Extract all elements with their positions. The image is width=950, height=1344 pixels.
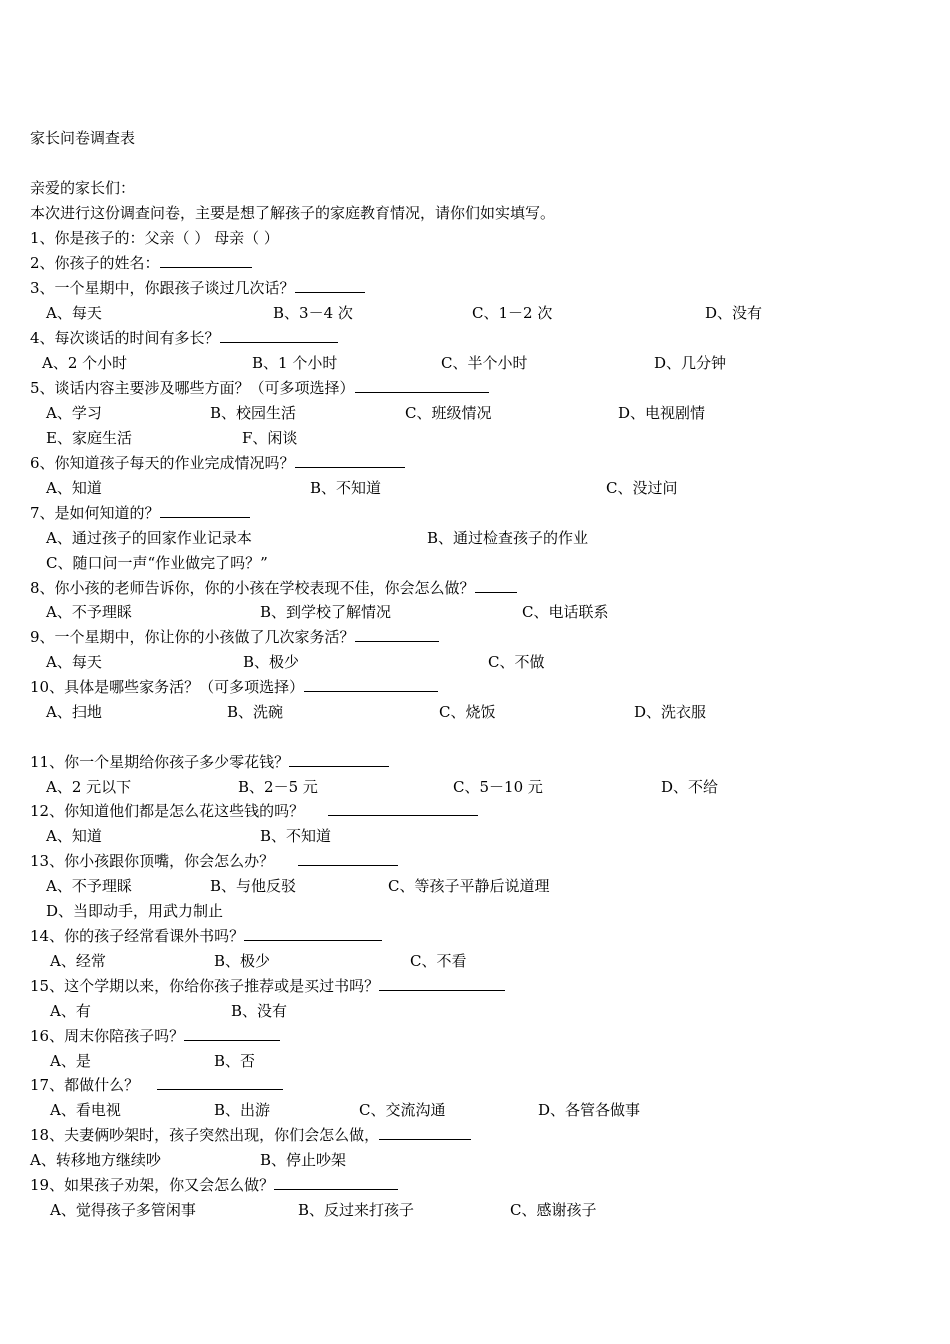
option-9c: C、不做 — [488, 653, 545, 671]
question-8-text: 8、你小孩的老师告诉你，你的小孩在学校表现不佳，你会怎么做？ — [30, 579, 475, 597]
option-7b: B、通过检查孩子的作业 — [427, 529, 589, 547]
option-12b: B、不知道 — [260, 827, 332, 845]
option-14b: B、极少 — [214, 952, 271, 970]
answer-blank[interactable] — [379, 976, 505, 991]
option-5f: F、闲谈 — [242, 429, 298, 447]
option-14a: A、经常 — [50, 952, 106, 970]
option-8c: C、电话联系 — [522, 603, 609, 621]
intro-text: 本次进行这份调查问卷，主要是想了解孩子的家庭教育情况，请你们如实填写。 — [30, 204, 556, 222]
question-11-text: 11、你一个星期给你孩子多少零花钱？ — [30, 753, 290, 771]
option-3a: A、每天 — [46, 304, 102, 322]
question-6-text: 6、你知道孩子每天的作业完成情况吗？ — [30, 454, 295, 472]
answer-blank[interactable] — [475, 578, 517, 593]
option-15b: B、没有 — [231, 1002, 288, 1020]
option-8b: B、到学校了解情况 — [260, 603, 392, 621]
option-11d: D、不给 — [661, 778, 719, 796]
option-14c: C、不看 — [410, 952, 467, 970]
answer-blank[interactable] — [328, 801, 478, 816]
option-16a: A、是 — [50, 1052, 91, 1070]
question-12 — [30, 801, 478, 821]
question-4 — [30, 328, 338, 348]
answer-blank[interactable] — [295, 453, 405, 468]
question-9 — [30, 627, 439, 647]
answer-blank[interactable] — [220, 328, 338, 343]
question-6 — [30, 453, 405, 473]
option-19b: B、反过来打孩子 — [298, 1201, 415, 1219]
question-17 — [30, 1075, 283, 1095]
question-2-text: 2、你孩子的姓名： — [30, 254, 160, 272]
option-16b: B、否 — [214, 1052, 256, 1070]
option-9a: A、每天 — [46, 653, 102, 671]
option-4b: B、1 个小时 — [252, 354, 338, 372]
option-4d: D、几分钟 — [654, 354, 727, 372]
question-10-text: 10、具体是哪些家务活？（可多项选择） — [30, 678, 305, 696]
answer-blank[interactable] — [304, 677, 438, 692]
option-17a: A、看电视 — [50, 1101, 121, 1119]
question-19 — [30, 1175, 398, 1195]
option-17b: B、出游 — [214, 1101, 271, 1119]
question-13 — [30, 851, 398, 871]
option-17c: C、交流沟通 — [359, 1101, 446, 1119]
question-2 — [30, 253, 252, 273]
answer-blank[interactable] — [244, 926, 382, 941]
answer-blank[interactable] — [379, 1125, 471, 1140]
question-8 — [30, 578, 517, 598]
option-12a: A、知道 — [46, 827, 102, 845]
answer-blank[interactable] — [160, 503, 250, 518]
question-19-text: 19、如果孩子劝架，你又会怎么做？ — [30, 1176, 275, 1194]
option-10c: C、烧饭 — [439, 703, 496, 721]
question-5 — [30, 378, 489, 398]
question-14 — [30, 926, 382, 946]
option-10b: B、洗碗 — [227, 703, 284, 721]
question-10 — [30, 677, 438, 697]
option-7c: C、随口问一声“作业做完了吗？” — [46, 554, 268, 572]
option-5c: C、班级情况 — [405, 404, 492, 422]
question-3-text: 3、一个星期中，你跟孩子谈过几次话？ — [30, 279, 295, 297]
answer-blank[interactable] — [289, 752, 389, 767]
option-15a: A、有 — [50, 1002, 91, 1020]
answer-blank[interactable] — [160, 253, 252, 268]
option-10a: A、扫地 — [46, 703, 102, 721]
option-19a: A、觉得孩子多管闲事 — [50, 1201, 196, 1219]
option-5d: D、电视剧情 — [618, 404, 706, 422]
option-11a: A、2 元以下 — [46, 778, 132, 796]
option-6b: B、不知道 — [310, 479, 382, 497]
option-7a: A、通过孩子的回家作业记录本 — [46, 529, 252, 547]
option-8a: A、不予理睬 — [46, 603, 132, 621]
question-9-text: 9、一个星期中，你让你的小孩做了几次家务活？ — [30, 628, 355, 646]
question-3 — [30, 278, 365, 298]
option-10d: D、洗衣服 — [634, 703, 707, 721]
answer-blank[interactable] — [157, 1075, 283, 1090]
option-4c: C、半个小时 — [441, 354, 528, 372]
option-5b: B、校园生活 — [210, 404, 297, 422]
document-title: 家长问卷调查表 — [30, 129, 136, 147]
question-11 — [30, 752, 389, 772]
option-3c: C、1－2 次 — [472, 304, 553, 322]
question-18 — [30, 1125, 471, 1145]
question-15-text: 15、这个学期以来，你给你孩子推荐或是买过书吗？ — [30, 977, 380, 995]
option-11c: C、5－10 元 — [453, 778, 543, 796]
question-12-text: 12、你知道他们都是怎么花这些钱的吗？ — [30, 802, 305, 820]
option-3b: B、3－4 次 — [273, 304, 353, 322]
question-14-text: 14、你的孩子经常看课外书吗？ — [30, 927, 245, 945]
question-18-text: 18、夫妻俩吵架时，孩子突然出现，你们会怎么做， — [30, 1126, 380, 1144]
answer-blank[interactable] — [274, 1175, 398, 1190]
question-1: 1、你是孩子的：父亲（ ） 母亲（ ） — [30, 229, 279, 247]
greeting: 亲爱的家长们： — [30, 179, 136, 197]
question-7 — [30, 503, 250, 523]
option-18b: B、停止吵架 — [260, 1151, 347, 1169]
option-5a: A、学习 — [46, 404, 102, 422]
option-5e: E、家庭生活 — [46, 429, 132, 447]
option-19c: C、感谢孩子 — [510, 1201, 597, 1219]
option-9b: B、极少 — [243, 653, 300, 671]
option-13b: B、与他反驳 — [210, 877, 297, 895]
answer-blank[interactable] — [184, 1026, 280, 1041]
question-16-text: 16、周末你陪孩子吗？ — [30, 1027, 185, 1045]
answer-blank[interactable] — [298, 851, 398, 866]
option-3d: D、没有 — [705, 304, 763, 322]
option-18a: A、转移地方继续吵 — [30, 1151, 161, 1169]
answer-blank[interactable] — [295, 278, 365, 293]
question-16 — [30, 1026, 280, 1046]
option-6a: A、知道 — [46, 479, 102, 497]
option-6c: C、没过问 — [606, 479, 678, 497]
question-5-text: 5、谈话内容主要涉及哪些方面？（可多项选择） — [30, 379, 355, 397]
question-4-text: 4、每次谈话的时间有多长？ — [30, 329, 220, 347]
option-13a: A、不予理睬 — [46, 877, 132, 895]
question-17-text: 17、都做什么？ — [30, 1076, 140, 1094]
option-4a: A、2 个小时 — [42, 354, 128, 372]
option-17d: D、各管各做事 — [538, 1101, 641, 1119]
question-13-text: 13、你小孩跟你顶嘴，你会怎么办？ — [30, 852, 275, 870]
answer-blank[interactable] — [355, 627, 439, 642]
option-13c: C、等孩子平静后说道理 — [388, 877, 550, 895]
option-11b: B、2－5 元 — [238, 778, 318, 796]
answer-blank[interactable] — [355, 378, 489, 393]
option-13d: D、当即动手，用武力制止 — [46, 902, 224, 920]
question-7-text: 7、是如何知道的？ — [30, 504, 160, 522]
question-15 — [30, 976, 505, 996]
